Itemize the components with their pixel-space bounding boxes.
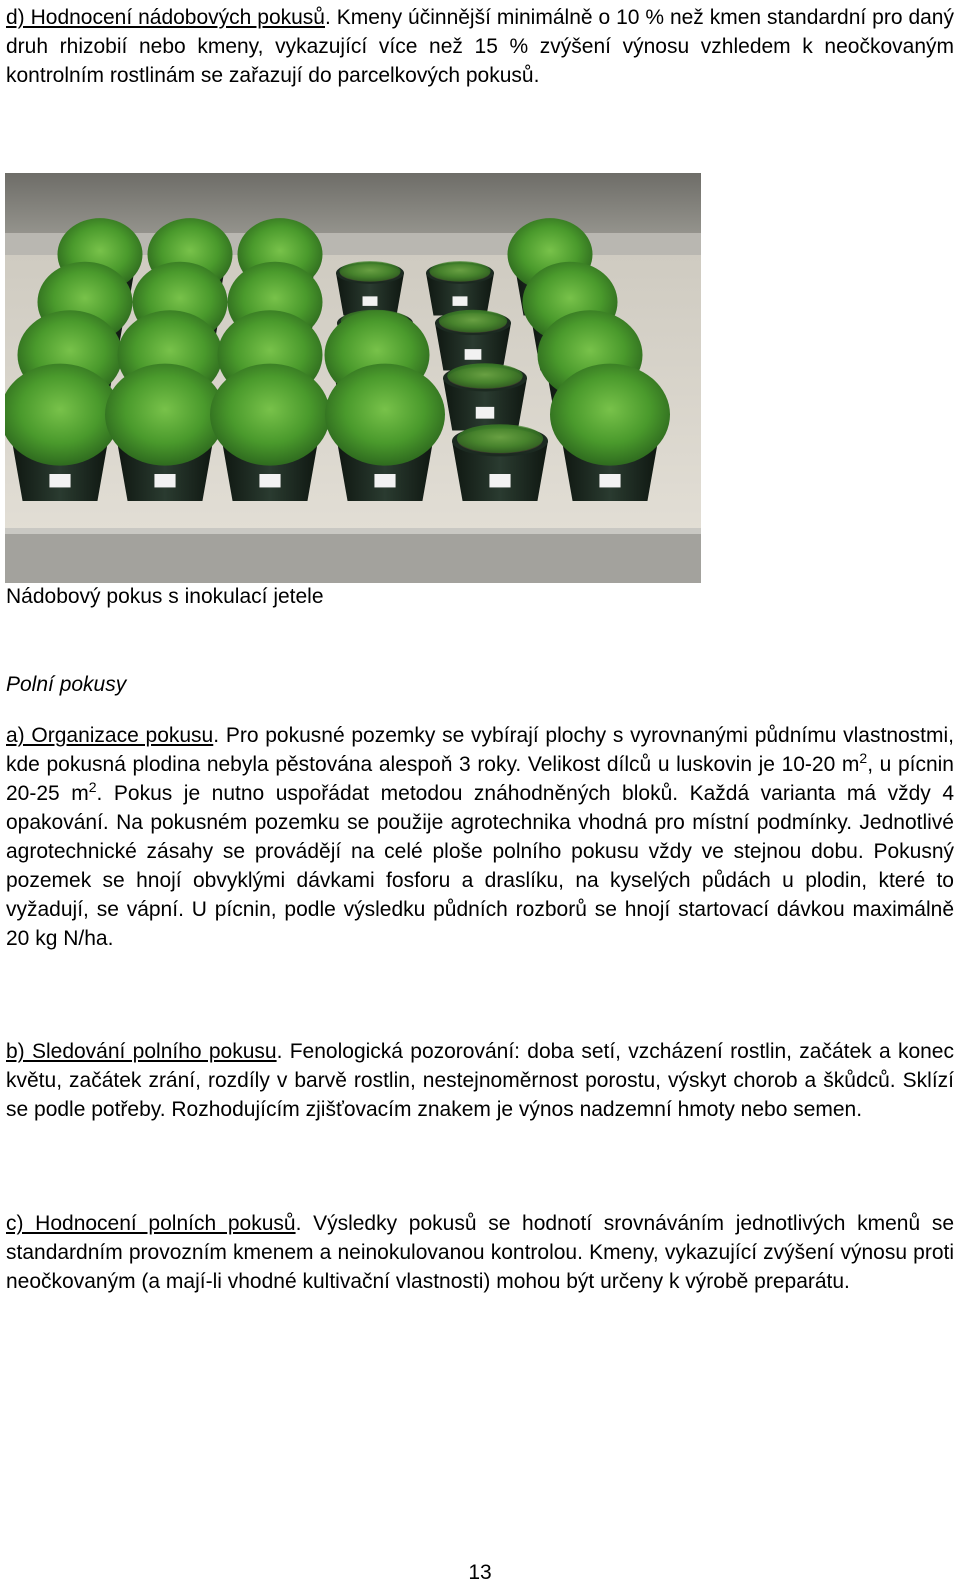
section-text-b: . Fenologická pozorování: doba setí, vzcházení rostlin, začátek a konec květu, začátek zrání, rozdíly v barvě rostlin, nestejnoměrnost porostu, výskyt chorob a škůdců. Sklízí se podle potřeby. Rozhodujícím zjišťovacím znakem je výnos nadzemní hmoty nebo semen. (6, 1040, 954, 1121)
photo-front-curb (5, 528, 701, 583)
superscript-2: 2 (88, 779, 97, 795)
section-subtitle: Polní pokusy (6, 673, 127, 696)
clover-foliage (457, 424, 543, 453)
pot-label (476, 407, 494, 419)
clover-foliage (339, 261, 400, 281)
clover-foliage (429, 261, 490, 281)
section-heading-d: d) Hodnocení nádobových pokusů (6, 6, 325, 29)
pot-label (154, 474, 175, 487)
section-text-a-3: . Pokus je nutno uspořádat metodou znáhodněných bloků. Každá varianta má vždy 4 opakování. Na pokusném pozemku se použije agrotechnika vhodná pro místní podmínky. Jednotlivé agrotechnické zásahy se provádějí na celé ploše polního pokusu vždy ve stejnou dobu. Pokusný pozemek se hnojí obvyklými dávkami fosforu a draslíku, na kyselých půdách u plodin, které to vyžadují, se vápní. U pícnin, podle výsledku půdních rozborů se hnojí startovací dávkou maximálně 20 kg N/ha. (6, 782, 954, 950)
clover-foliage (105, 364, 225, 466)
section-heading-b: b) Sledování polního pokusu (6, 1040, 277, 1063)
clover-foliage (5, 364, 120, 466)
paragraph-sledovani (6, 1037, 954, 1124)
superscript-1: 2 (859, 750, 868, 766)
pot-label (599, 474, 620, 487)
pot-experiment-photo (5, 173, 701, 583)
pot-label (49, 474, 70, 487)
clover-foliage (550, 364, 670, 466)
section-heading-c: c) Hodnocení polních pokusů (6, 1212, 296, 1235)
pot-label (374, 474, 395, 487)
section-text-a-1: . Pro pokusné pozemky se vybírají plochy s vyrovnanými půdnímu vlastnostmi, kde pokusná plodina nebyla pěstována alespoň 3 roky. Velikost dílců u luskovin je 10-20 m (6, 724, 955, 776)
pot-label (489, 474, 510, 487)
pot-label (259, 474, 280, 487)
clover-foliage (439, 310, 507, 333)
figure-caption: Nádobový pokus s inokulací jetele (6, 585, 324, 608)
pot-label (465, 349, 482, 360)
paragraph-hodnoceni-polnich (6, 1209, 954, 1296)
paragraph-organizace (6, 721, 954, 953)
section-text-d: . Kmeny účinnější minimálně o 10 % než kmen standardní pro daný druh rhizobií nebo kmeny, vykazující více než 15 % zvýšení výnosu vzhledem k neočkovaným kontrolním rostlinám se zařazují do parcelkových pokusů. (6, 6, 954, 87)
section-heading-a: a) Organizace pokusu (6, 724, 214, 747)
clover-foliage (210, 364, 330, 466)
pot-label (453, 296, 468, 306)
section-text-a-2: , u pícnin 20-25 m (6, 753, 954, 805)
page-number: 13 (468, 1561, 492, 1584)
paragraph-nadobove-hodnoceni (6, 3, 954, 90)
clover-foliage (325, 364, 445, 466)
pot-label (363, 296, 378, 306)
section-text-c: . Výsledky pokusů se hodnotí srovnáváním jednotlivých kmenů se standardním provozním kmenem a neinokulovanou kontrolou. Kmeny, vykazující zvýšení výnosu proti neočkovaným (a mají-li vhodné kultivační vlastnosti) mohou být určeny k výrobě preparátu. (6, 1212, 955, 1293)
clover-foliage (447, 363, 523, 388)
